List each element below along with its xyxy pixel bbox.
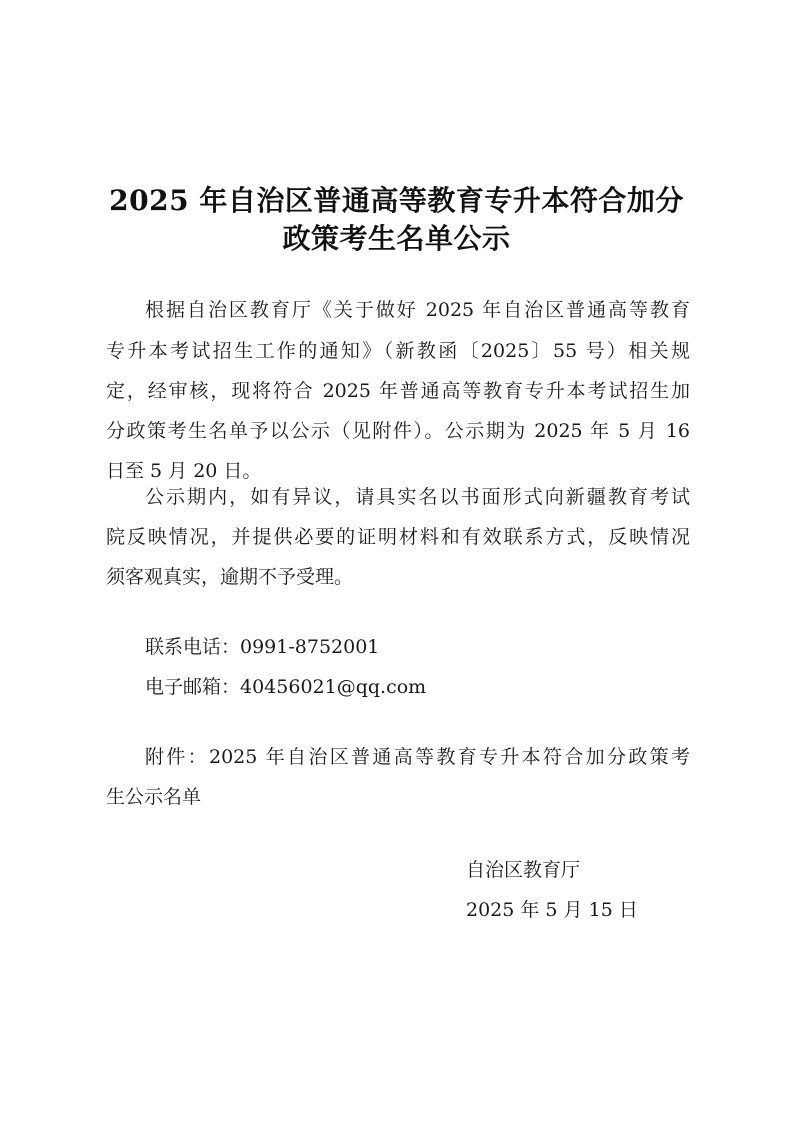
- paragraph-1-line: 分政策考生名单予以公示（见附件）。公示期为 2025 年 5 月 16: [106, 420, 690, 442]
- attachment-line: 附件：2025 年自治区普通高等教育专升本符合加分政策考: [145, 746, 690, 768]
- document-title-line-2: 政策考生名单公示: [282, 222, 511, 255]
- paragraph-1-line: 日至 5 月 20 日。: [106, 460, 262, 482]
- paragraph-2-line: 须客观真实，逾期不予受理。: [106, 566, 354, 588]
- contact-email: 电子邮箱：40456021@qq.com: [145, 676, 427, 698]
- signature-date: 2025 年 5 月 15 日: [466, 899, 638, 921]
- paragraph-1-line: 根据自治区教育厅《关于做好 2025 年自治区普通高等教育: [145, 299, 690, 321]
- attachment-line: 生公示名单: [106, 786, 202, 808]
- paragraph-1-line: 定，经审核，现将符合 2025 年普通高等教育专升本考试招生加: [106, 380, 690, 402]
- paragraph-1-line: 专升本考试招生工作的通知》（新教函〔2025〕55 号）相关规: [106, 340, 690, 362]
- signature-organization: 自治区教育厅: [466, 859, 581, 881]
- paragraph-2-line: 公示期内，如有异议，请具实名以书面形式向新疆教育考试: [145, 486, 690, 508]
- contact-phone: 联系电话：0991-8752001: [145, 636, 380, 658]
- paragraph-2-line: 院反映情况，并提供必要的证明材料和有效联系方式，反映情况: [106, 526, 690, 548]
- document-title-line-1: 2025 年自治区普通高等教育专升本符合加分: [109, 184, 684, 217]
